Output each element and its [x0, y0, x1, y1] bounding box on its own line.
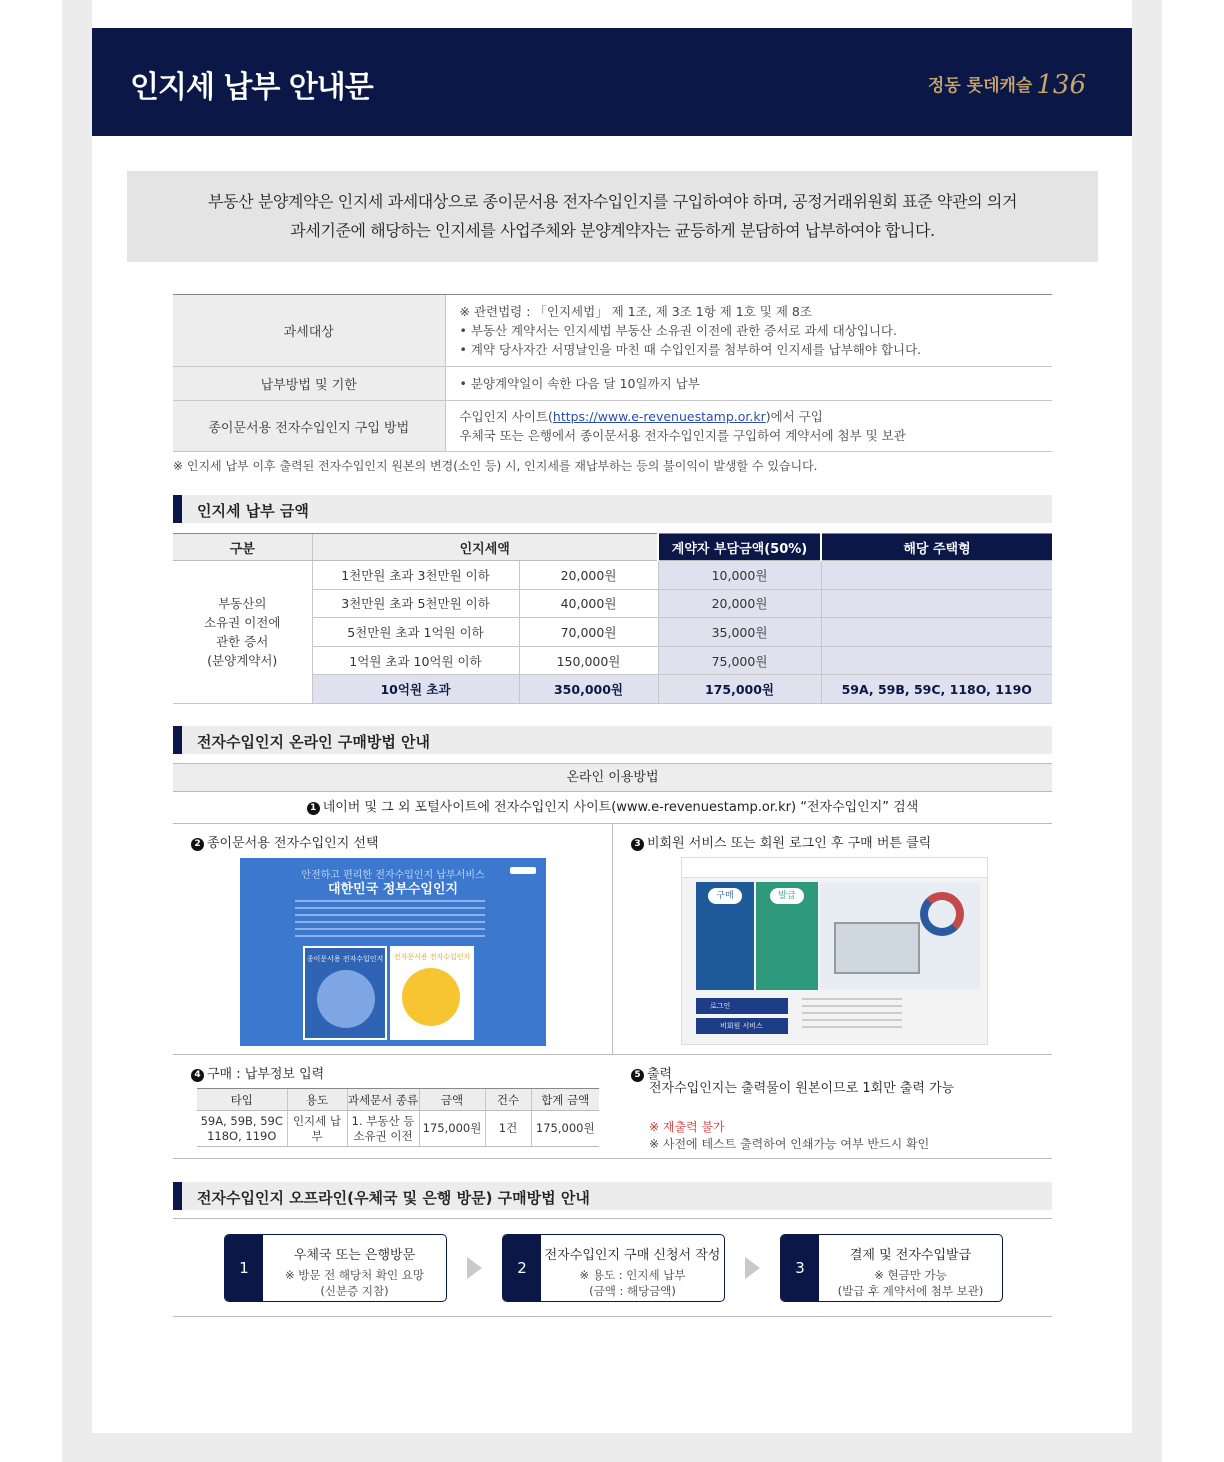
header-row — [197, 1089, 599, 1111]
detail-line: ※ 현금만 가능 — [874, 1268, 947, 1282]
share-cell: 10,000원 — [658, 561, 821, 590]
payment-info-table — [197, 1088, 599, 1147]
buy-badge: 구매 — [708, 888, 742, 904]
electronic-stamp-card — [390, 946, 474, 1040]
shot-subtitle: 안전하고 편리한 전자수입인지 납부서비스 — [301, 870, 485, 881]
body-line: • 분양계약일이 속한 다음 달 10일까지 납부 — [459, 376, 700, 391]
tax-cell: 40,000원 — [519, 589, 658, 618]
category-line: (분양계약서) — [207, 652, 278, 668]
paper-stamp-screenshot — [240, 858, 546, 1046]
table-row — [173, 401, 1052, 452]
step-text: 비회원 서비스 또는 회원 로그인 후 구매 버튼 클릭 — [647, 836, 932, 851]
body-line: • 부동산 계약서는 인지세법 부동산 소유권 이전에 관한 증서로 과세 대상입니다. — [459, 323, 897, 338]
table-row — [173, 295, 1052, 367]
paper-stamp-card — [303, 946, 387, 1040]
body-line: • 계약 당사자간 서명날인을 마친 때 수입인지를 첨부하여 인지세를 납부해야 합니다. — [459, 342, 922, 357]
issue-panel — [756, 882, 818, 990]
service-banner — [820, 882, 980, 990]
arrow-right-icon — [745, 1257, 760, 1279]
buy-panel — [696, 882, 754, 990]
print-note: 전자수입인지는 출력물이 원본이므로 1회만 출력 가능 — [649, 1081, 955, 1096]
step-title: 우체국 또는 은행방문 — [293, 1248, 416, 1263]
type-cell — [821, 589, 1052, 618]
step-number: 2 — [503, 1235, 541, 1301]
range-cell: 3천만원 초과 5천만원 이하 — [312, 589, 519, 618]
detail-line: ※ 용도 : 인지세 납부 — [579, 1268, 686, 1282]
range-cell: 1억원 초과 10억원 이하 — [312, 646, 519, 675]
body-line — [460, 407, 1039, 426]
share-cell: 175,000원 — [658, 675, 821, 704]
col-header: 타입 — [197, 1089, 287, 1111]
brand-number: 136 — [1036, 70, 1086, 100]
amount-cell: 175,000원 — [419, 1111, 485, 1147]
header-row — [173, 534, 1052, 561]
card-label: 전자문서용 전자수입인지 — [393, 953, 471, 961]
notice-line: 과세기준에 해당하는 인지세를 사업주체와 분양계약자는 균등하게 분담하여 납부하여야 합니다. — [290, 221, 935, 240]
col-header: 계약자 부담금액(50%) — [658, 534, 821, 561]
header-banner — [92, 28, 1132, 136]
step-title: 결제 및 전자수입발급 — [849, 1248, 972, 1263]
category-line: 관한 증서 — [216, 633, 269, 649]
table-row — [197, 1111, 599, 1147]
section-title: 인지세 납부 금액 — [197, 502, 309, 520]
cell-line: 1. 부동산 등 — [351, 1113, 415, 1128]
offline-step-2 — [502, 1234, 725, 1302]
site-nav — [682, 858, 988, 878]
section-title: 전자수입인지 온라인 구매방법 안내 — [197, 733, 431, 751]
government-seal-icon — [920, 892, 964, 936]
step-content — [819, 1235, 1002, 1301]
offline-step-3 — [780, 1234, 1003, 1302]
tablet-icon — [402, 968, 460, 1026]
step-text: 종이문서용 전자수입인지 선택 — [207, 836, 379, 851]
detail-line: ※ 방문 전 해당처 확인 요망 — [284, 1268, 424, 1282]
offline-step-1 — [224, 1234, 447, 1302]
row-head: 납부방법 및 기한 — [173, 367, 445, 401]
notice-list — [802, 998, 902, 1038]
step-number: 1 — [225, 1235, 263, 1301]
count-cell: 1건 — [485, 1111, 531, 1147]
row-body — [445, 401, 1052, 452]
online-guide — [173, 763, 1052, 1159]
col-header: 구분 — [173, 534, 312, 561]
brand-name — [928, 68, 1086, 98]
test-print-note: ※ 사전에 테스트 출력하여 인쇄가능 여부 반드시 확인 — [649, 1137, 930, 1151]
tax-cell: 20,000원 — [519, 561, 658, 590]
step-number-icon: 5 — [631, 1069, 644, 1082]
col-header: 과세문서 종류 — [347, 1089, 419, 1111]
page-title: 인지세 납부 안내문 — [130, 70, 373, 105]
type-cell — [821, 618, 1052, 647]
revenue-stamp-link[interactable]: https://www.e-revenuestamp.or.kr — [552, 409, 766, 424]
category-cell — [173, 561, 312, 704]
step-title: 전자수입인지 구매 신청서 작성 — [544, 1248, 721, 1263]
tax-cell: 70,000원 — [519, 618, 658, 647]
online-step-1 — [173, 792, 1052, 824]
section-header-offline — [173, 1182, 1052, 1210]
login-label: 로그인 — [710, 1002, 731, 1010]
shot-text-lines — [295, 900, 485, 942]
cell-line: 59A, 59B, 59C — [200, 1113, 283, 1128]
offline-steps — [173, 1218, 1052, 1317]
shot-title: 대한민국 정부수입인지 — [327, 882, 459, 897]
step-number-icon: 4 — [191, 1069, 204, 1082]
col-header: 합계 금액 — [531, 1089, 599, 1111]
category-line: 소유권 이전에 — [204, 614, 281, 630]
col-header: 건수 — [485, 1089, 531, 1111]
info-footnote: ※ 인지세 납부 이후 출력된 전자수입인지 원본의 변경(소인 등) 시, 인지세를 재납부하는 등의 불이익이 발생할 수 있습니다. — [173, 459, 818, 473]
card-label: 종이문서용 전자수입인지 — [306, 955, 384, 963]
col-header: 금액 — [419, 1089, 485, 1111]
category-line: 부동산의 — [218, 595, 267, 611]
type-cell: 59A, 59B, 59C, 118O, 119O — [821, 675, 1052, 704]
type-cell — [821, 646, 1052, 675]
range-cell: 5천만원 초과 1억원 이하 — [312, 618, 519, 647]
step-text: 구매 : 납부정보 입력 — [207, 1067, 325, 1082]
row-body — [445, 295, 1052, 367]
section-header-online — [173, 726, 1052, 754]
section-bar — [173, 495, 182, 523]
amount-table — [173, 533, 1052, 704]
section-title: 전자수입인지 오프라인(우체국 및 은행 방문) 구매방법 안내 — [197, 1189, 590, 1207]
brand-text: 정동 롯데캐슬 — [927, 76, 1033, 96]
step-text: 네이버 및 그 외 포털사이트에 전자수입인지 사이트(www.e-revenuestamp.or.kr) “전자수입인지” 검색 — [322, 800, 919, 815]
body-line: ※ 관련법령 : 「인지세법」 제 1조, 제 3조 1항 제 1호 및 제 8조 — [459, 304, 812, 319]
range-cell: 1천만원 초과 3천만원 이하 — [312, 561, 519, 590]
step-number: 3 — [781, 1235, 819, 1301]
purchase-site-screenshot — [681, 857, 988, 1045]
arrow-right-icon — [467, 1257, 482, 1279]
table-row — [173, 561, 1052, 590]
issue-badge: 발급 — [770, 888, 804, 904]
range-cell: 10억원 초과 — [312, 675, 519, 704]
use-cell: 인지세 납부 — [287, 1111, 347, 1147]
share-cell: 75,000원 — [658, 646, 821, 675]
col-header: 용도 — [287, 1089, 347, 1111]
step-detail — [541, 1267, 724, 1299]
cell-line: 118O, 119O — [207, 1128, 277, 1143]
detail-line: (발급 후 계약서에 첨부 보관) — [837, 1284, 984, 1298]
divider — [612, 824, 613, 1054]
reprint-warning: ※ 재출력 불가 — [649, 1120, 725, 1134]
document-icon — [317, 970, 375, 1028]
laptop-icon — [834, 922, 920, 974]
detail-line: (금액 : 해당금액) — [589, 1284, 676, 1298]
guest-label: 비회원 서비스 — [720, 1022, 763, 1030]
share-cell: 35,000원 — [658, 618, 821, 647]
doc-kind-cell — [347, 1111, 419, 1147]
body-line: 우체국 또는 은행에서 종이문서용 전자수입인지를 구입하여 계약서에 첨부 및 보관 — [459, 428, 906, 443]
divider — [173, 1158, 1052, 1159]
notice-box — [127, 171, 1098, 262]
cell-line: 소유권 이전 — [353, 1128, 413, 1143]
step-detail — [263, 1267, 446, 1299]
notice-line: 부동산 분양계약은 인지세 과세대상으로 종이문서용 전자수입인지를 구입하여야 하며, 공정거래위원회 표준 약관의 의거 — [207, 192, 1018, 211]
tax-cell: 350,000원 — [519, 675, 658, 704]
table-row — [173, 367, 1052, 401]
step-content — [263, 1235, 446, 1301]
detail-line: (신분증 지참) — [320, 1284, 389, 1298]
type-cell — [821, 561, 1052, 590]
row-body — [445, 367, 1052, 401]
site-prefix: 수입인지 사이트( — [459, 409, 553, 424]
login-button — [696, 998, 788, 1014]
share-cell: 20,000원 — [658, 589, 821, 618]
step-text: 출력 — [647, 1067, 673, 1082]
step-number-icon: 3 — [631, 838, 644, 851]
section-bar — [173, 1182, 182, 1210]
online-step-2 — [191, 832, 379, 851]
step-detail — [819, 1267, 1002, 1299]
step-content — [541, 1235, 724, 1301]
divider — [173, 1054, 1052, 1055]
col-header: 해당 주택형 — [821, 534, 1052, 561]
row-head: 과세대상 — [173, 295, 445, 367]
online-step-4 — [191, 1063, 324, 1082]
type-cell — [197, 1111, 287, 1147]
tax-cell: 150,000원 — [519, 646, 658, 675]
col-header: 인지세액 — [312, 534, 658, 561]
step-number-icon: 2 — [191, 838, 204, 851]
tax-info-table — [173, 294, 1052, 452]
section-bar — [173, 726, 182, 754]
online-title: 온라인 이용방법 — [173, 763, 1052, 792]
guest-service-button — [696, 1018, 788, 1034]
online-step-3 — [631, 832, 931, 851]
section-header-amount — [173, 495, 1052, 523]
row-head: 종이문서용 전자수입인지 구입 방법 — [173, 401, 445, 452]
total-cell: 175,000원 — [531, 1111, 599, 1147]
step-number-icon: 1 — [307, 802, 320, 815]
site-suffix: )에서 구입 — [765, 409, 823, 424]
